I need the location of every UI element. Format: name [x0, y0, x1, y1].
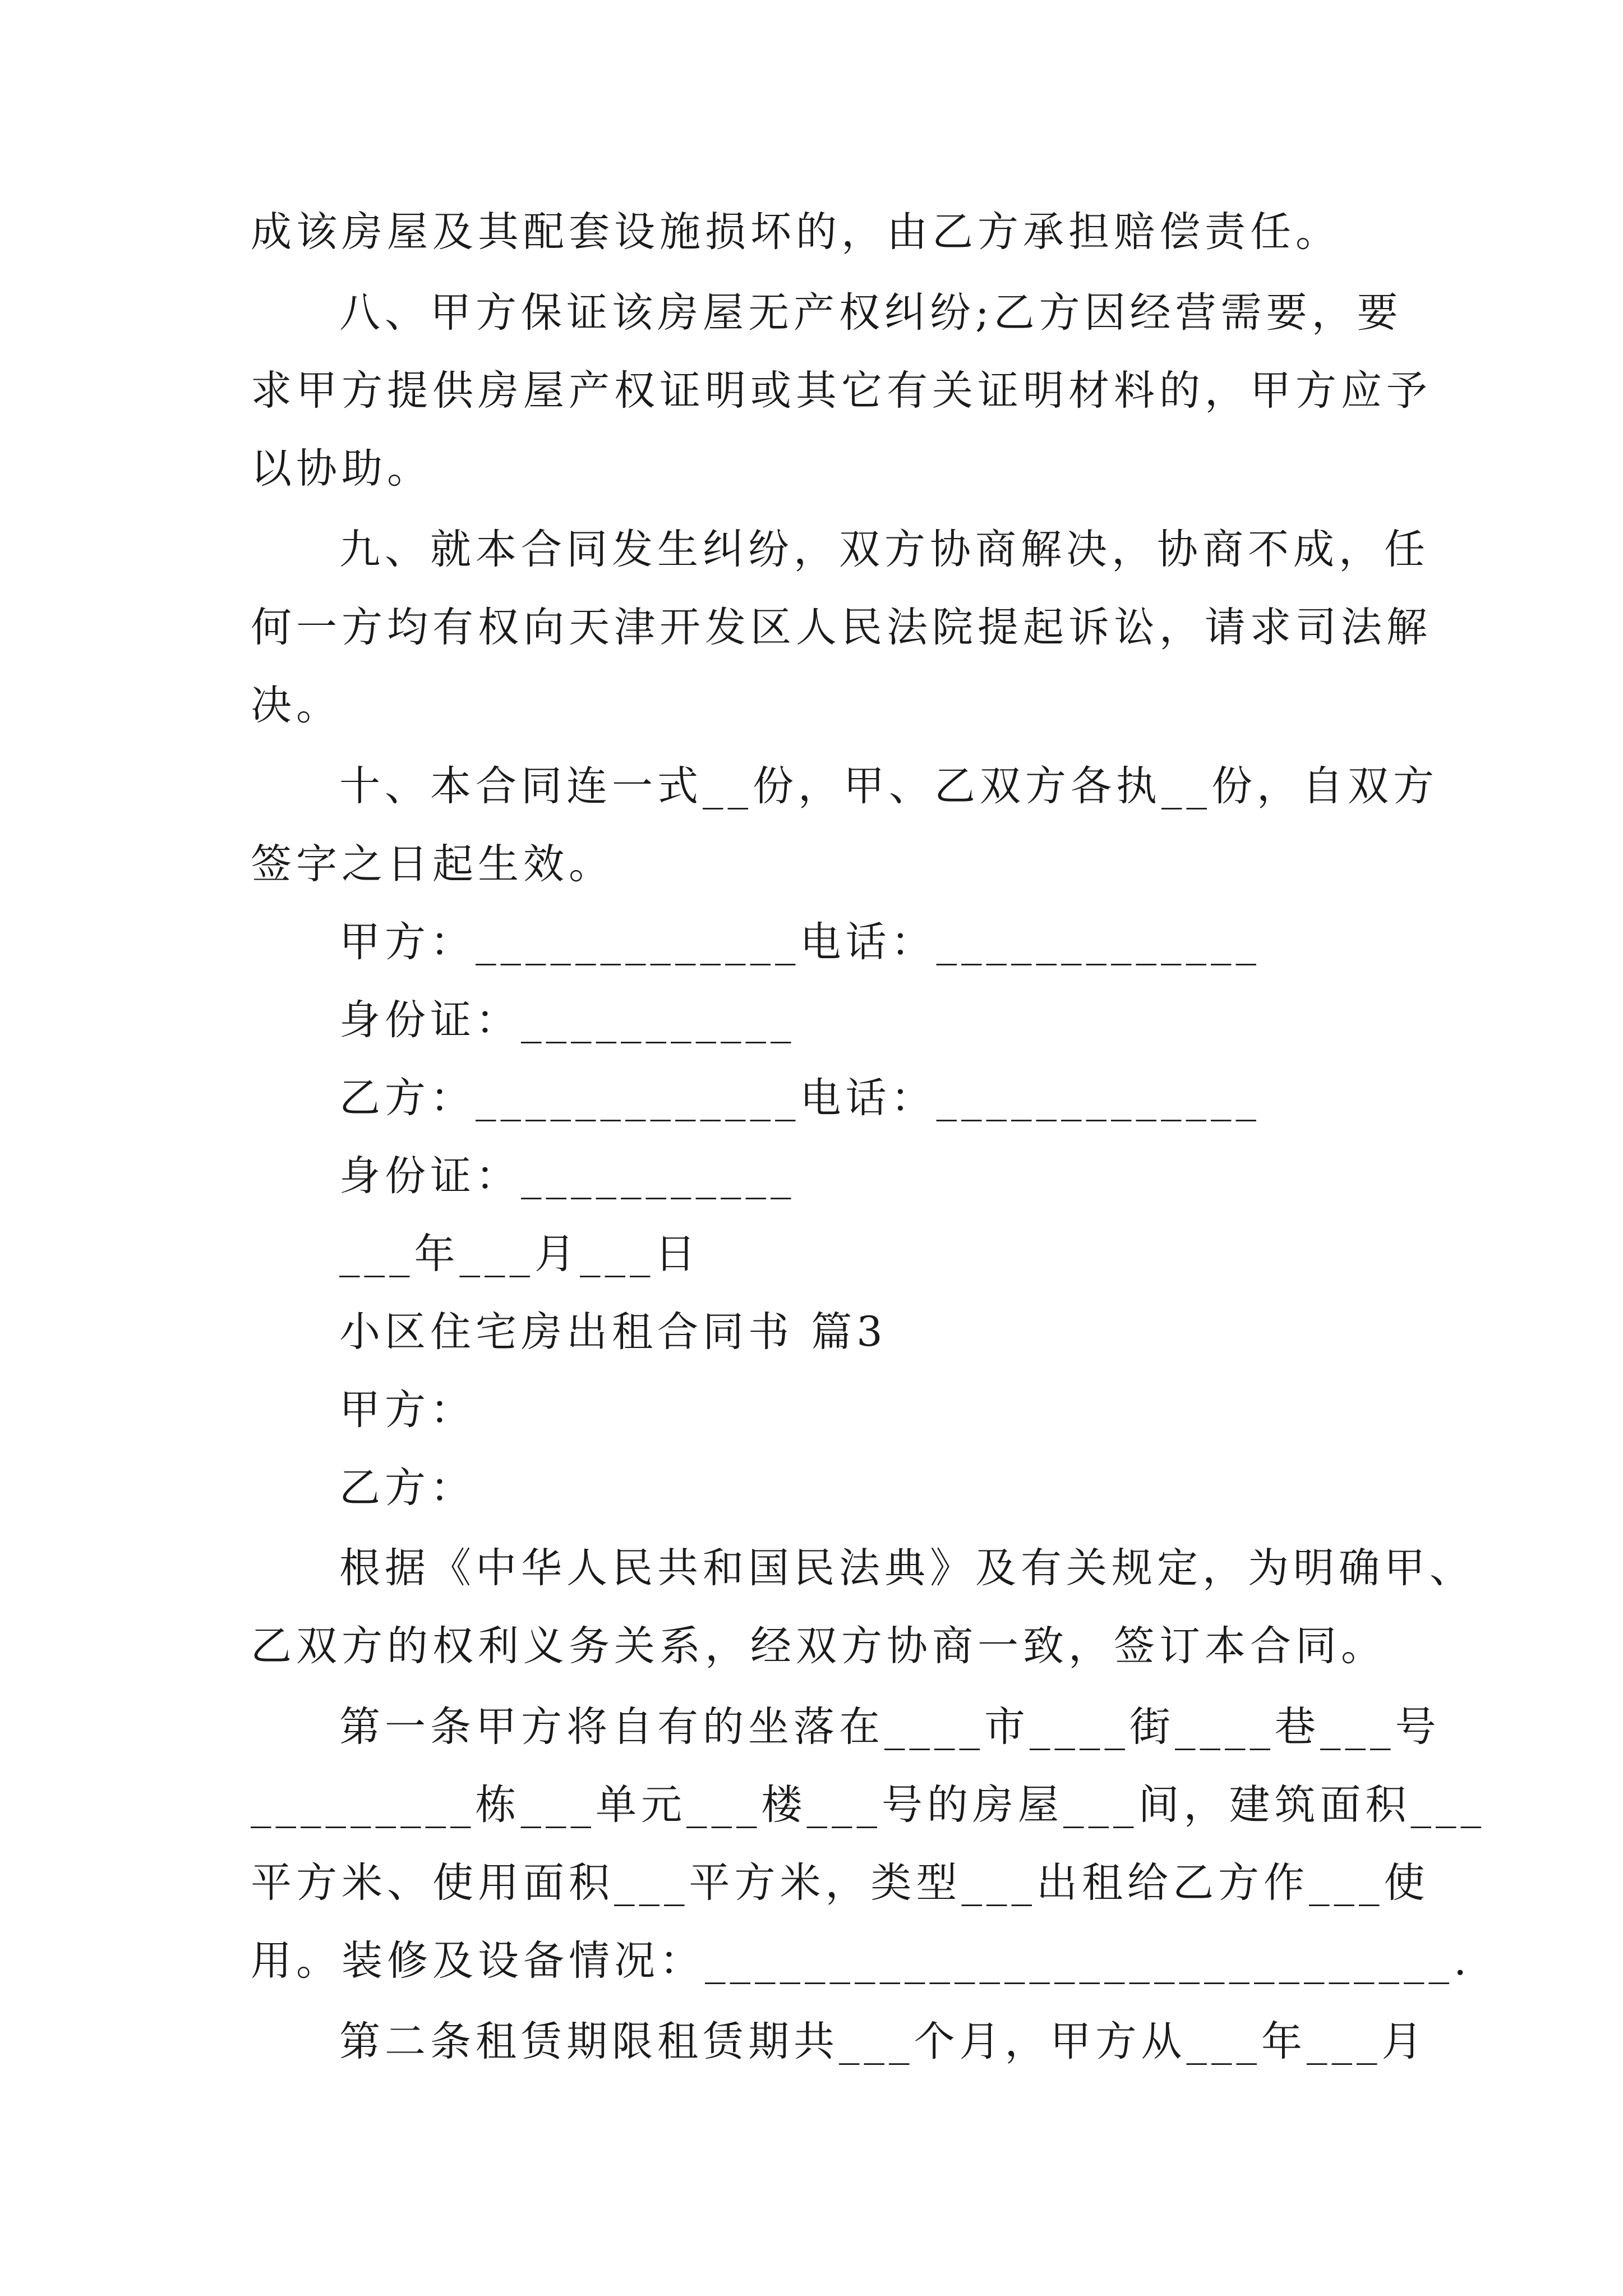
text-line: _________栋___单元___楼___号的房屋___间，建筑面积___ — [251, 1781, 1486, 1829]
text-line: 第二条租赁期限租赁期共___个月，甲方从___年___月 — [339, 2018, 1427, 2065]
text-line: 身份证：___________ — [339, 996, 796, 1044]
text-line: 甲方： — [339, 1386, 476, 1434]
text-line: ___年___月___日 — [339, 1230, 700, 1278]
text-line: 平方米、使用面积___平方米，类型___出租给乙方作___使 — [251, 1859, 1430, 1907]
text-line: 第一条甲方将自有的坐落在____市____街____巷___号 — [339, 1703, 1441, 1751]
section-title: 小区住宅房出租合同书 篇3 — [339, 1308, 887, 1356]
text-line: 乙双方的权利义务关系，经双方协商一致，签订本合同。 — [251, 1622, 1386, 1670]
text-line: 根据《中华人民共和国民法典》及有关规定，为明确甲、 — [339, 1544, 1475, 1592]
text-line: 用。装修及设备情况：______________________________. — [251, 1937, 1472, 1985]
text-line: 八、甲方保证该房屋无产权纠纷;乙方因经营需要，要 — [339, 289, 1403, 337]
text-line: 十、本合同连一式__份，甲、乙双方各执__份，自双方 — [339, 762, 1438, 810]
text-line: 甲方：_____________电话：_____________ — [339, 918, 1261, 966]
text-line: 何一方均有权向天津开发区人民法院提起诉讼，请求司法解 — [251, 604, 1432, 651]
text-line: 乙方：_____________电话：_____________ — [339, 1074, 1261, 1122]
text-line: 决。 — [251, 682, 342, 729]
text-line: 以协助。 — [251, 445, 432, 493]
text-line: 签字之日起生效。 — [251, 840, 614, 888]
text-line: 乙方： — [339, 1464, 476, 1512]
text-line: 求甲方提供房屋产权证明或其它有关证明材料的，甲方应予 — [251, 367, 1432, 415]
text-line: 九、就本合同发生纠纷，双方协商解决，协商不成，任 — [339, 526, 1430, 573]
text-line: 身份证：___________ — [339, 1152, 796, 1200]
text-line: 成该房屋及其配套设施损坏的，由乙方承担赔偿责任。 — [251, 208, 1341, 256]
